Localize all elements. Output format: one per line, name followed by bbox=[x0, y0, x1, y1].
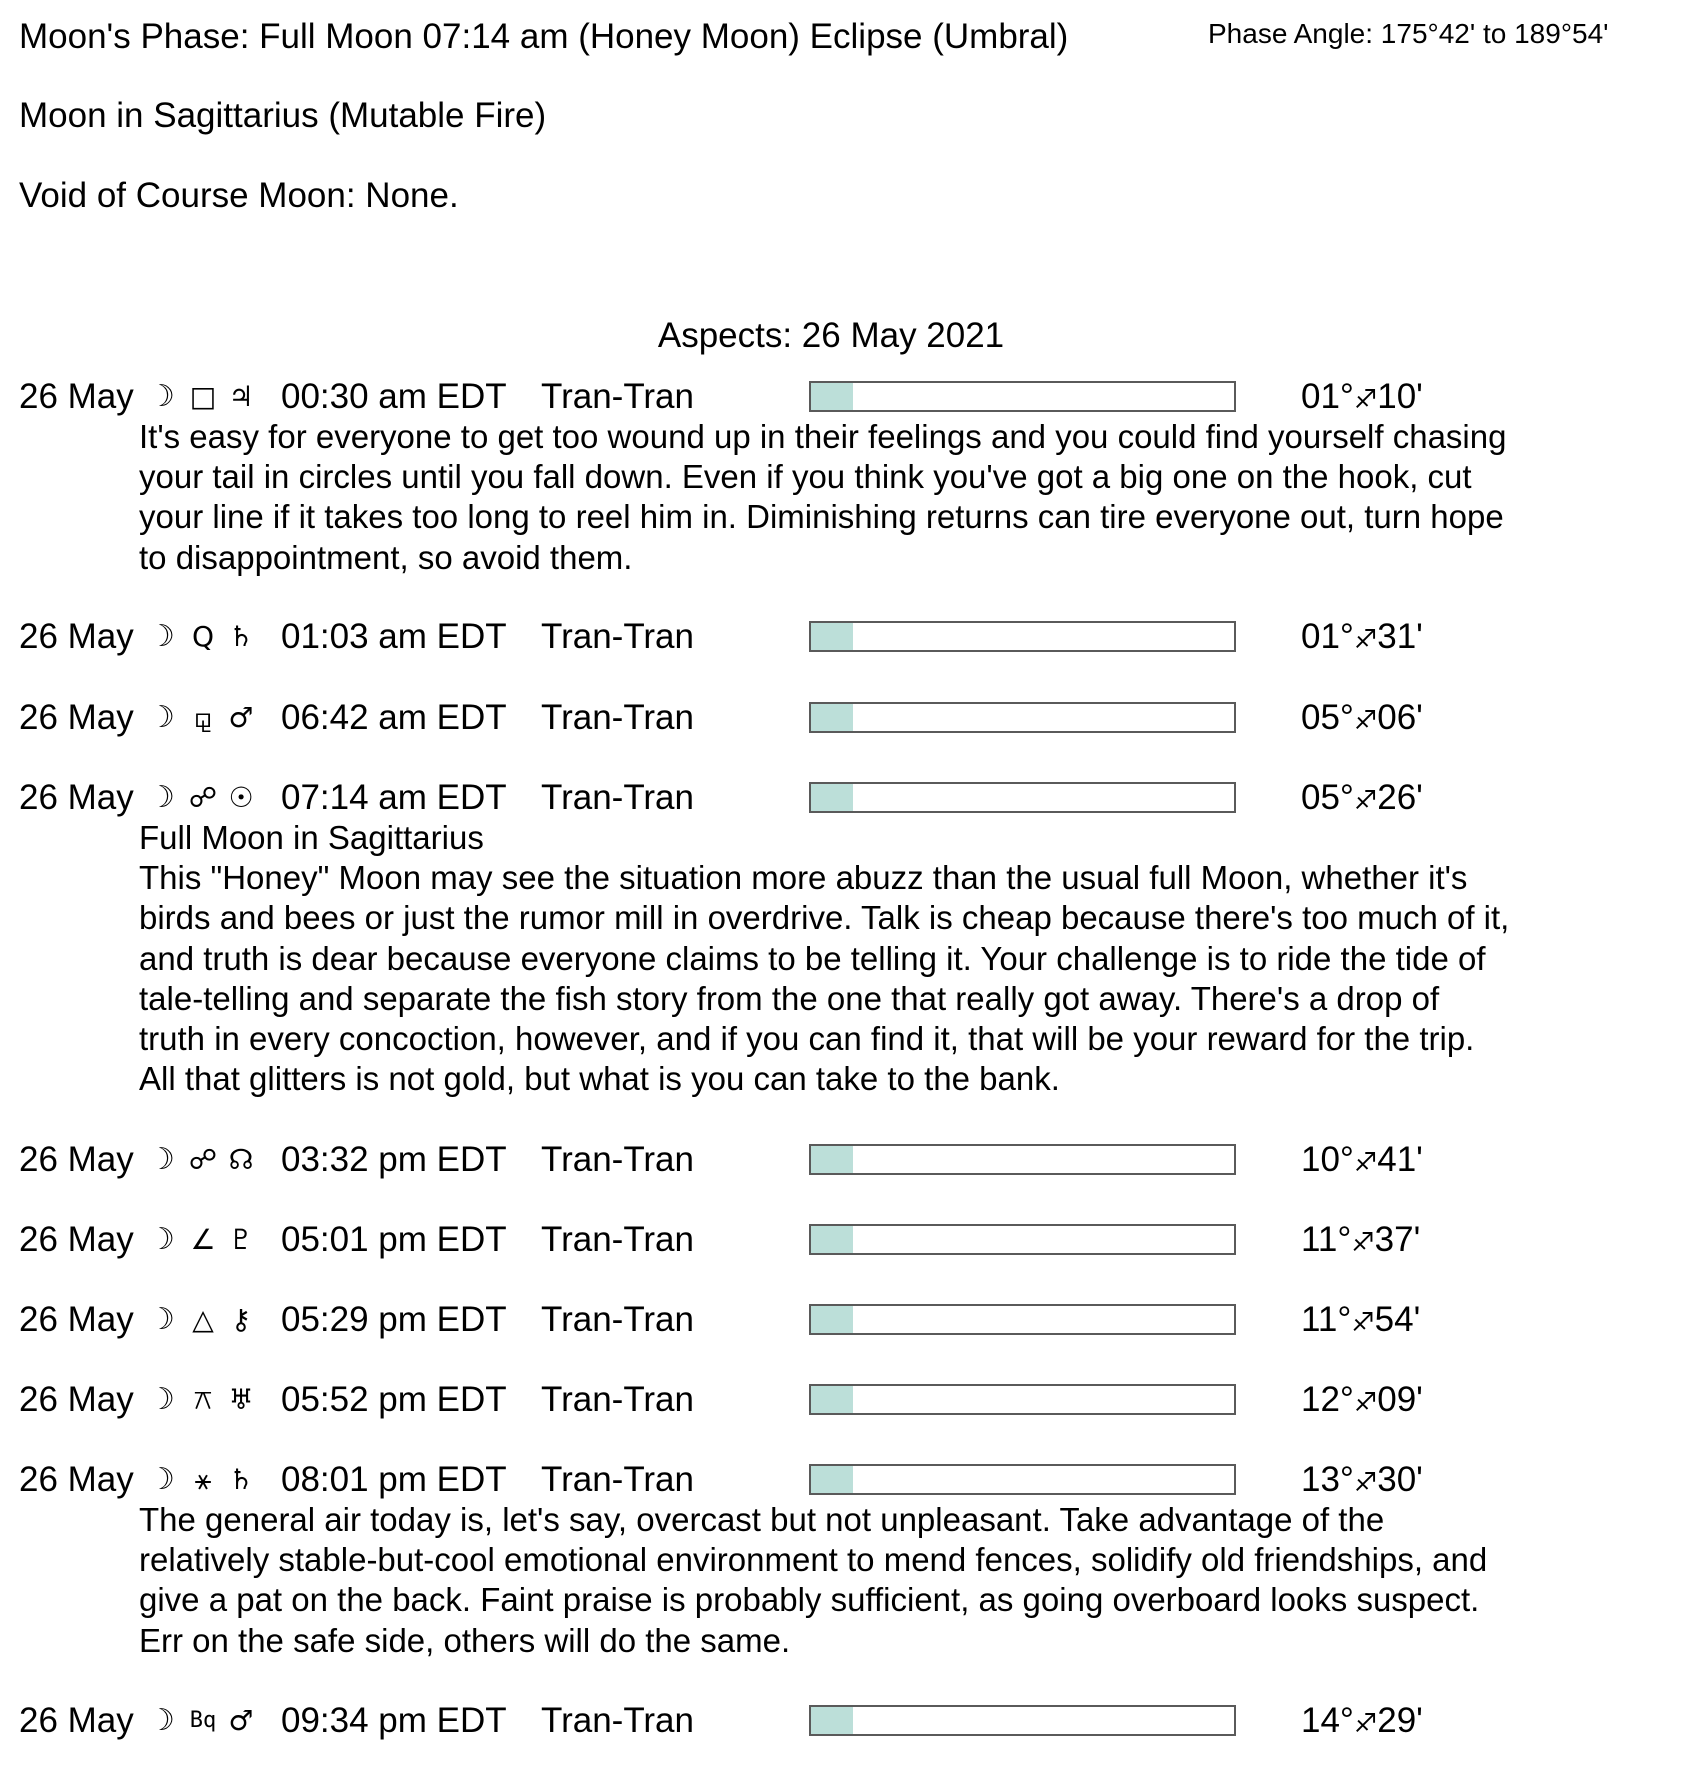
position-degrees: 14° bbox=[1301, 1701, 1354, 1740]
pluto-icon: ♇ bbox=[228, 1223, 254, 1256]
position-degrees: 05° bbox=[1301, 698, 1354, 737]
aspect-interpretation bbox=[139, 818, 1509, 1099]
aspect-date: 26 May bbox=[19, 1140, 134, 1179]
aspect-type: Tran-Tran bbox=[541, 1380, 694, 1419]
strength-bar bbox=[809, 621, 1236, 652]
mars-icon: ♂ bbox=[228, 701, 254, 734]
position-minutes: 29' bbox=[1377, 1701, 1423, 1740]
moon-icon: ☽ bbox=[148, 1703, 175, 1738]
strength-bar-fill bbox=[811, 784, 853, 811]
zodiac-position bbox=[1301, 778, 1423, 821]
strength-bar-fill bbox=[811, 383, 853, 410]
uranus-icon: ♅ bbox=[228, 1383, 254, 1416]
aspect-time: 05:29 pm EDT bbox=[281, 1300, 507, 1339]
position-degrees: 11° bbox=[1301, 1220, 1352, 1259]
quintile-icon: Q bbox=[191, 620, 215, 653]
strength-bar-fill bbox=[811, 1146, 853, 1173]
strength-bar bbox=[809, 1224, 1236, 1255]
sagittarius-icon: ♐ bbox=[1351, 1308, 1375, 1338]
interpretation-line: give a pat on the back. Faint praise is probably sufficient, as going overboard looks suspect. bbox=[139, 1581, 1480, 1619]
aspect-row bbox=[0, 1300, 1690, 1340]
sextile-icon: ⚹ bbox=[194, 1463, 212, 1496]
position-degrees: 10° bbox=[1301, 1140, 1354, 1179]
interpretation-line: Full Moon in Sagittarius bbox=[139, 819, 484, 856]
aspect-row bbox=[0, 778, 1690, 818]
north-node-icon: ☊ bbox=[228, 1143, 254, 1176]
aspect-row bbox=[0, 377, 1690, 417]
aspect-date: 26 May bbox=[19, 617, 134, 656]
aspect-interpretation bbox=[139, 1500, 1487, 1661]
sagittarius-icon: ♐ bbox=[1353, 706, 1378, 736]
interpretation-line: your line if it takes too long to reel him in. Diminishing returns can tire everyone out, turn hope bbox=[139, 498, 1504, 536]
aspect-type: Tran-Tran bbox=[541, 1460, 694, 1499]
aspect-time: 09:34 pm EDT bbox=[281, 1701, 507, 1740]
aspect-row bbox=[0, 1701, 1690, 1741]
biquintile-icon: Bq bbox=[189, 1708, 217, 1733]
zodiac-position bbox=[1301, 1300, 1420, 1343]
aspect-time: 05:52 pm EDT bbox=[281, 1380, 507, 1419]
mars-icon: ♂ bbox=[228, 1704, 254, 1737]
aspect-time: 01:03 am EDT bbox=[281, 617, 507, 656]
jupiter-icon: ♃ bbox=[228, 380, 254, 413]
saturn-icon: ♄ bbox=[228, 1463, 254, 1496]
aspect-type: Tran-Tran bbox=[541, 1140, 694, 1179]
interpretation-line: It's easy for everyone to get too wound up in their feelings and you could find yourself chasing bbox=[139, 418, 1507, 455]
position-minutes: 06' bbox=[1377, 698, 1423, 737]
aspect-time: 05:01 pm EDT bbox=[281, 1220, 507, 1259]
aspect-type: Tran-Tran bbox=[541, 1300, 694, 1339]
strength-bar bbox=[809, 1144, 1236, 1175]
zodiac-position bbox=[1301, 617, 1423, 660]
strength-bar-fill bbox=[811, 623, 853, 650]
sagittarius-icon: ♐ bbox=[1353, 625, 1378, 655]
aspects-title: Aspects: 26 May 2021 bbox=[657, 316, 1005, 355]
position-degrees: 11° bbox=[1301, 1300, 1352, 1339]
strength-bar bbox=[809, 1705, 1236, 1736]
zodiac-position bbox=[1301, 1380, 1423, 1423]
interpretation-line: and truth is dear because everyone claims to be telling it. Your challenge is to ride the tide of bbox=[139, 939, 1486, 977]
interpretation-line: tale-telling and separate the fish story from the one that really got away. There's a drop of bbox=[139, 979, 1440, 1017]
position-minutes: 31' bbox=[1377, 617, 1423, 656]
aspect-type: Tran-Tran bbox=[541, 377, 694, 416]
aspect-row bbox=[0, 698, 1690, 738]
sagittarius-icon: ♐ bbox=[1353, 1148, 1378, 1178]
aspect-row bbox=[0, 617, 1690, 657]
aspect-row bbox=[0, 1140, 1690, 1180]
aspect-time: 06:42 am EDT bbox=[281, 698, 507, 737]
moon-icon: ☽ bbox=[148, 780, 175, 815]
position-minutes: 10' bbox=[1377, 377, 1423, 416]
interpretation-line: birds and bees or just the rumor mill in overdrive. Talk is cheap because there's too much of it, bbox=[139, 899, 1510, 937]
aspect-time: 07:14 am EDT bbox=[281, 778, 507, 817]
opposition-icon: ☍ bbox=[188, 1143, 218, 1176]
position-minutes: 09' bbox=[1377, 1380, 1423, 1419]
sagittarius-icon: ♐ bbox=[1351, 1228, 1375, 1258]
strength-bar bbox=[809, 702, 1236, 733]
saturn-icon: ♄ bbox=[228, 620, 254, 653]
position-degrees: 05° bbox=[1301, 778, 1354, 817]
moon-icon: ☽ bbox=[148, 1302, 175, 1337]
sagittarius-icon: ♐ bbox=[1353, 385, 1378, 415]
zodiac-position bbox=[1301, 1220, 1420, 1263]
moon-phase: Moon's Phase: Full Moon 07:14 am (Honey Moon) Eclipse (Umbral) bbox=[19, 17, 1069, 56]
strength-bar bbox=[809, 1464, 1236, 1495]
zodiac-position bbox=[1301, 698, 1423, 741]
aspect-date: 26 May bbox=[19, 778, 134, 817]
strength-bar-fill bbox=[811, 1707, 853, 1734]
strength-bar bbox=[809, 782, 1236, 813]
aspect-date: 26 May bbox=[19, 1220, 134, 1259]
position-minutes: 54' bbox=[1374, 1300, 1421, 1339]
position-degrees: 13° bbox=[1301, 1460, 1354, 1499]
moon-icon: ☽ bbox=[148, 1222, 175, 1257]
aspect-time: 00:30 am EDT bbox=[281, 377, 507, 416]
aspect-date: 26 May bbox=[19, 1380, 134, 1419]
aspect-type: Tran-Tran bbox=[541, 698, 694, 737]
moon-icon: ☽ bbox=[148, 1142, 175, 1177]
strength-bar bbox=[809, 1384, 1236, 1415]
interpretation-line: to disappointment, so avoid them. bbox=[139, 538, 633, 576]
sagittarius-icon: ♐ bbox=[1353, 1388, 1378, 1418]
trine-icon: △ bbox=[192, 1303, 214, 1336]
position-degrees: 12° bbox=[1301, 1380, 1354, 1419]
interpretation-line: The general air today is, let's say, overcast but not unpleasant. Take advantage of the bbox=[139, 1501, 1385, 1538]
interpretation-line: truth in every concoction, however, and if you can find it, that will be your reward for the trip. bbox=[139, 1020, 1475, 1058]
aspect-type: Tran-Tran bbox=[541, 617, 694, 656]
aspect-type: Tran-Tran bbox=[541, 778, 694, 817]
aspect-interpretation bbox=[139, 417, 1506, 578]
moon-sign: Moon in Sagittarius (Mutable Fire) bbox=[19, 96, 547, 135]
opposition-icon: ☍ bbox=[188, 781, 218, 814]
aspect-date: 26 May bbox=[19, 1460, 134, 1499]
strength-bar-fill bbox=[811, 1226, 853, 1253]
aspect-row bbox=[0, 1220, 1690, 1260]
interpretation-line: Err on the safe side, others will do the same. bbox=[139, 1621, 791, 1659]
interpretation-line: All that glitters is not gold, but what is you can take to the bank. bbox=[139, 1060, 1060, 1098]
aspect-date: 26 May bbox=[19, 377, 134, 416]
aspect-type: Tran-Tran bbox=[541, 1220, 694, 1259]
strength-bar-fill bbox=[811, 1466, 853, 1493]
aspect-time: 03:32 pm EDT bbox=[281, 1140, 507, 1179]
zodiac-position bbox=[1301, 1140, 1423, 1183]
zodiac-position bbox=[1301, 1701, 1423, 1744]
moon-icon: ☽ bbox=[148, 700, 175, 735]
aspect-date: 26 May bbox=[19, 1300, 134, 1339]
position-minutes: 30' bbox=[1377, 1460, 1423, 1499]
position-minutes: 41' bbox=[1377, 1140, 1423, 1179]
sagittarius-icon: ♐ bbox=[1353, 786, 1378, 816]
position-degrees: 01° bbox=[1301, 377, 1354, 416]
sagittarius-icon: ♐ bbox=[1353, 1468, 1378, 1498]
semisquare-icon: ∠ bbox=[190, 1223, 216, 1256]
strength-bar-fill bbox=[811, 1386, 853, 1413]
aspect-date: 26 May bbox=[19, 698, 134, 737]
position-degrees: 01° bbox=[1301, 617, 1354, 656]
zodiac-position bbox=[1301, 377, 1423, 420]
aspect-date: 26 May bbox=[19, 1701, 134, 1740]
zodiac-position bbox=[1301, 1460, 1423, 1503]
strength-bar bbox=[809, 1304, 1236, 1335]
quincunx-icon: ⚻ bbox=[193, 1383, 213, 1416]
aspect-row bbox=[0, 1380, 1690, 1420]
aspect-row bbox=[0, 1460, 1690, 1500]
square-icon: □ bbox=[189, 380, 217, 413]
strength-bar-fill bbox=[811, 704, 853, 731]
moon-icon: ☽ bbox=[148, 1462, 175, 1497]
moon-icon: ☽ bbox=[148, 619, 175, 654]
moon-icon: ☽ bbox=[148, 1382, 175, 1417]
aspect-time: 08:01 pm EDT bbox=[281, 1460, 507, 1499]
position-minutes: 26' bbox=[1377, 778, 1423, 817]
strength-bar-fill bbox=[811, 1306, 853, 1333]
strength-bar bbox=[809, 381, 1236, 412]
chiron-icon: ⚷ bbox=[230, 1303, 252, 1336]
phase-angle: Phase Angle: 175°42' to 189°54' bbox=[1208, 18, 1609, 49]
sagittarius-icon: ♐ bbox=[1353, 1709, 1378, 1739]
aspect-type: Tran-Tran bbox=[541, 1701, 694, 1740]
position-minutes: 37' bbox=[1374, 1220, 1421, 1259]
interpretation-line: your tail in circles until you fall down. Even if you think you've got a big one on the hook, cut bbox=[139, 458, 1472, 496]
sesquiquadrate-icon: ⚼ bbox=[193, 701, 213, 734]
interpretation-line: This "Honey" Moon may see the situation more abuzz than the usual full Moon, whether it's bbox=[139, 859, 1468, 897]
void-of-course: Void of Course Moon: None. bbox=[19, 176, 459, 215]
moon-icon: ☽ bbox=[148, 379, 175, 414]
sun-icon: ☉ bbox=[228, 781, 254, 814]
interpretation-line: relatively stable-but-cool emotional environment to mend fences, solidify old friendships, and bbox=[139, 1541, 1488, 1579]
